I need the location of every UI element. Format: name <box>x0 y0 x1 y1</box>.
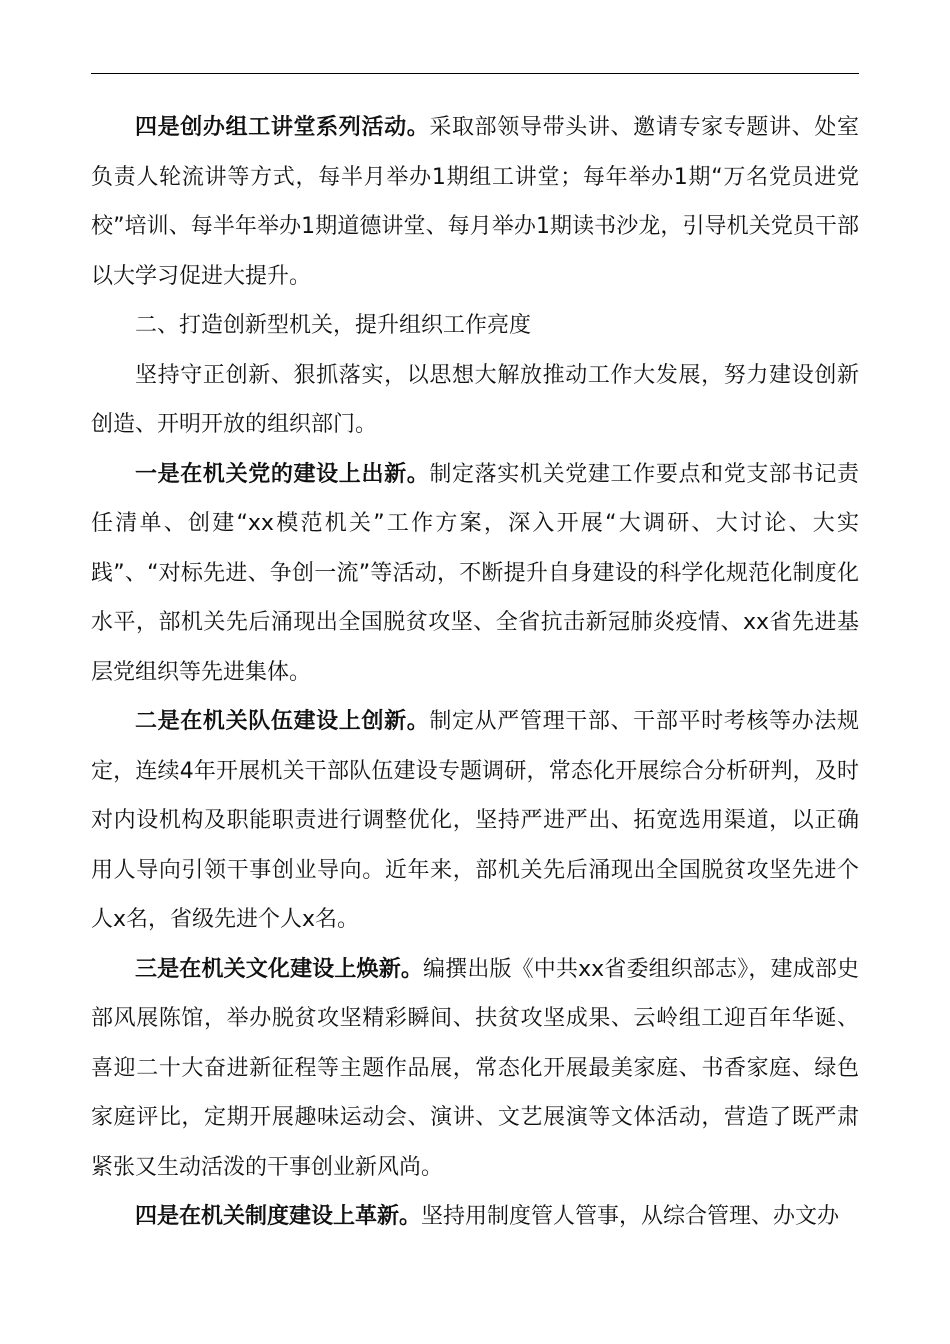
paragraph-text: 采取部领导带头讲、邀请专家专题讲、处室负责人轮流讲等方式，每半月举办1期组工讲堂；每年举办1期“万名党员进党校”培训、每半年举办1期道德讲堂、每月举办1期读书沙龙，引导机关党员干部以大学习促进大提升。 <box>91 115 859 289</box>
paragraph-intro <box>91 351 859 450</box>
paragraph-culture-building <box>91 945 859 1193</box>
paragraph-lead: 三是在机关文化建设上焕新。 <box>135 956 424 982</box>
paragraph-lead: 四是在机关制度建设上革新。 <box>135 1204 422 1229</box>
paragraph-lead: 四是创办组工讲堂系列活动。 <box>135 115 430 140</box>
paragraph-text: 坚持用制度管人管事，从综合管理、办文办 <box>421 1204 840 1229</box>
paragraph-text: 制定从严管理干部、干部平时考核等办法规定，连续4年开展机关干部队伍建设专题调研，常态化开展综合分析研判，及时对内设机构及职能职责进行调整优化，坚持严进严出、拓宽选用渠道，以正确用人导向引领干事创业导向。近年来，部机关先后涌现出全国脱贫攻坚先进个人x名，省级先进个人x名。 <box>91 709 859 932</box>
paragraph-team-building <box>91 697 859 945</box>
header-rule <box>91 73 859 74</box>
paragraph-text: 制定落实机关党建工作要点和党支部书记责任清单、创建“xx模范机关”工作方案，深入开展“大调研、大讨论、大实践”、“对标先进、争创一流”等活动，不断提升自身建设的科学化规范化制度化水平，部机关先后涌现出全国脱贫攻坚、全省抗击新冠肺炎疫情、xx省先进基层党组织等先进集体。 <box>91 461 859 685</box>
paragraph-system-building <box>91 1192 859 1242</box>
section-heading-text: 二、打造创新型机关，提升组织工作亮度 <box>135 313 532 338</box>
document-body <box>91 103 859 1242</box>
paragraph-lead: 二是在机关队伍建设上创新。 <box>135 709 430 734</box>
paragraph-lecture-series <box>91 103 859 301</box>
paragraph-party-building <box>91 450 859 698</box>
paragraph-lead: 一是在机关党的建设上出新。 <box>135 461 430 487</box>
paragraph-text: 坚持守正创新、狠抓落实，以思想大解放推动工作大发展，努力建设创新创造、开明开放的组织部门。 <box>91 362 859 437</box>
section-heading <box>91 301 859 351</box>
paragraph-text: 编撰出版《中共xx省委组织部志》，建成部史部风展陈馆，举办脱贫攻坚精彩瞬间、扶贫攻坚成果、云岭组工迎百年华诞、喜迎二十大奋进新征程等主题作品展，常态化开展最美家庭、书香家庭、绿色家庭评比，定期开展趣味运动会、演讲、文艺展演等文体活动，营造了既严肃紧张又生动活泼的干事创业新风尚。 <box>91 956 859 1180</box>
